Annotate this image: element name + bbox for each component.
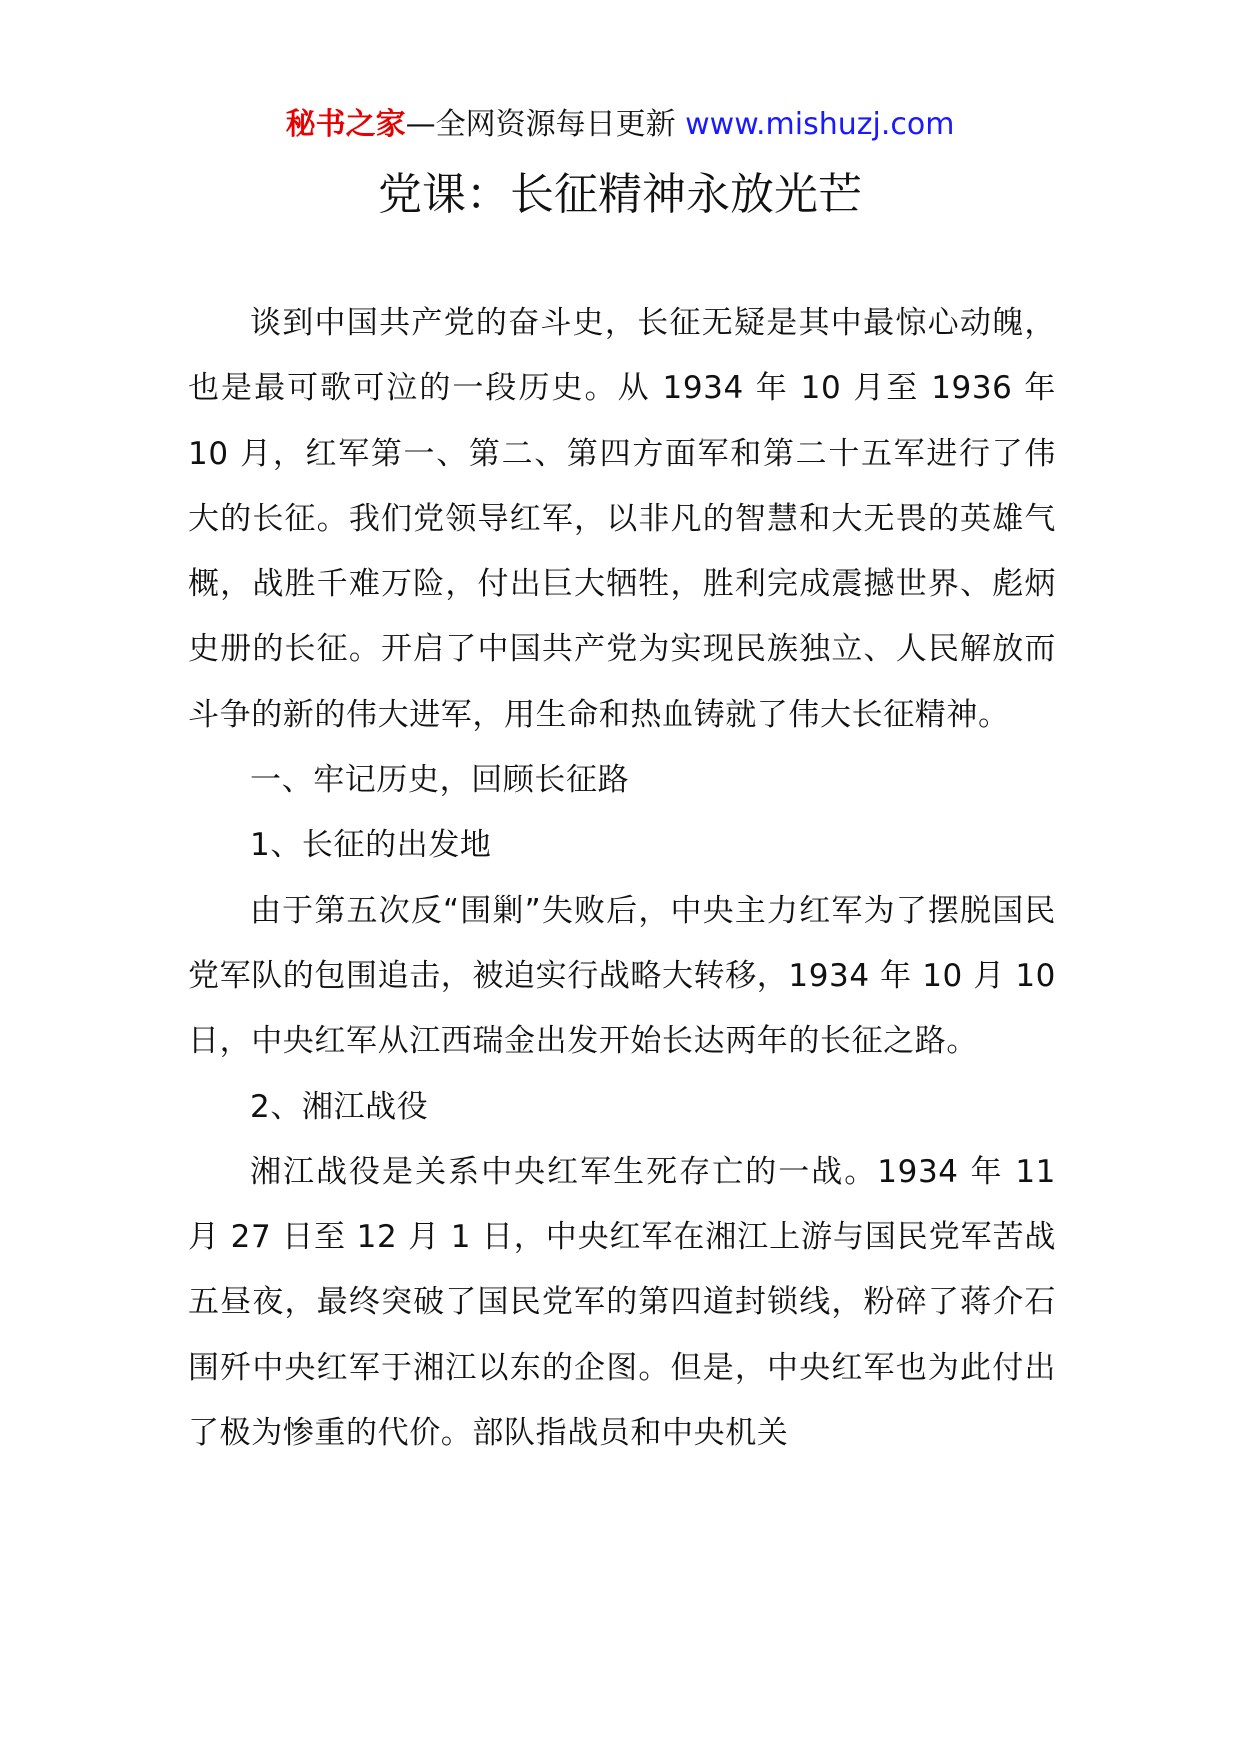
brand-name: 秘书之家	[285, 107, 406, 142]
subsection-heading-1: 1、长征的出发地	[250, 827, 492, 864]
intro-paragraph: 谈到中国共产党的奋斗史，长征无疑是其中最惊心动魄，也是最可歌可泣的一段历史。从 1934 年 10 月至 1936 年 10 月，红军第一、第二、第四方面军和第二十五军进行了伟大的长征。我们党领导红军，以非凡的智慧和大无畏的英雄气概，战胜千难万险，付出巨大牺牲，胜利完成震撼世界、彪炳史册的长征。开启了中国共产党为实现民族独立、人民解放而斗争的新的伟大进军，用生命和热血铸就了伟大长征精神。	[188, 305, 1056, 733]
document-title: 党课：长征精神永放光芒	[378, 169, 862, 220]
site-url-link[interactable]: www.mishuzj.com	[685, 107, 955, 142]
section-heading-1: 一、牢记历史，回顾长征路	[250, 762, 630, 799]
document-body	[188, 291, 1056, 1466]
header-slogan: —全网资源每日更新	[405, 107, 686, 142]
paragraph-departure: 由于第五次反“围剿”失败后，中央主力红军为了摆脱国民党军队的包围追击，被迫实行战略大转移，1934 年 10 月 10 日，中央红军从江西瑞金出发开始长达两年的长征之路。	[188, 892, 1056, 1060]
subsection-heading-2: 2、湘江战役	[250, 1088, 429, 1125]
paragraph-xiangjiang: 湘江战役是关系中央红军生死存亡的一战。1934 年 11 月 27 日至 12 月 1 日，中央红军在湘江上游与国民党军苦战五昼夜，最终突破了国民党军的第四道封锁线，粉碎了蒋介石围歼中央红军于湘江以东的企图。但是，中央红军也为此付出了极为惨重的代价。部队指战员和中央机关	[188, 1153, 1056, 1452]
site-header	[0, 100, 1240, 150]
